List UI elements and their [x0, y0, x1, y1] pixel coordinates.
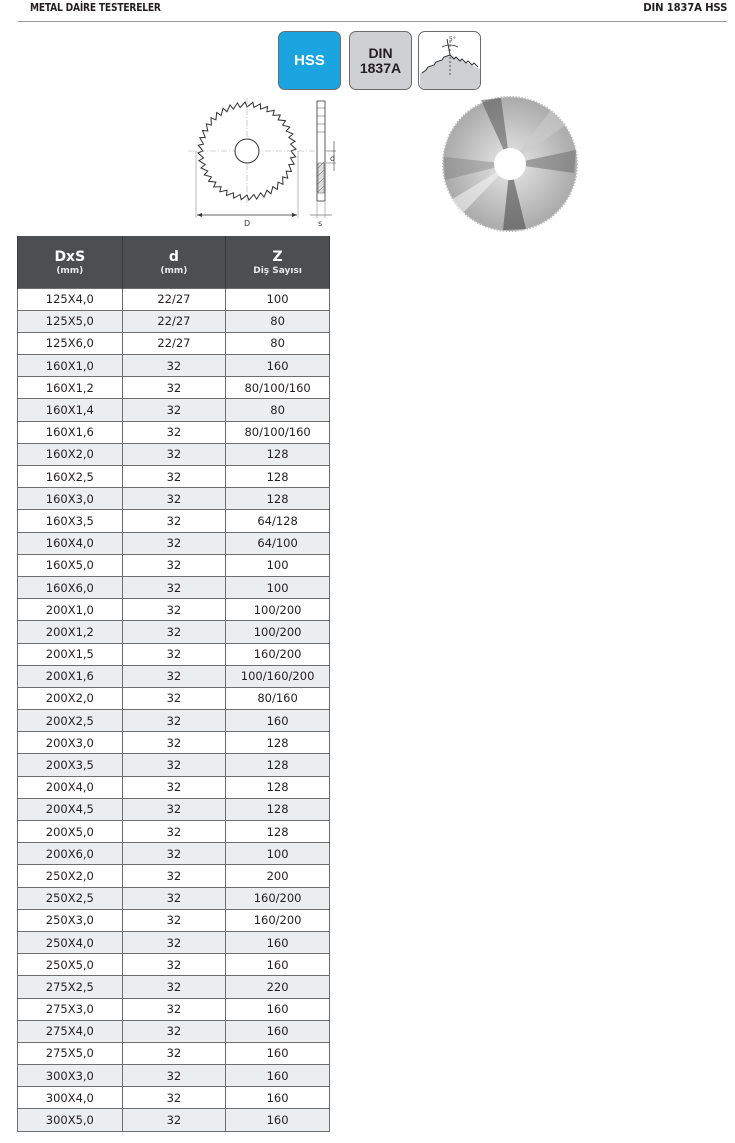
cell-dxs: 125X5,0: [18, 310, 123, 332]
cell-bore: 32: [122, 576, 226, 598]
cell-teeth: 160: [226, 1065, 330, 1087]
table-row: [18, 687, 330, 709]
thickness-label: s: [318, 219, 323, 228]
table-row: [18, 532, 330, 554]
cell-teeth: 64/128: [226, 510, 330, 532]
cell-dxs: 250X3,0: [18, 909, 123, 931]
cell-dxs: 300X4,0: [18, 1087, 123, 1109]
header-subtitle: (mm): [56, 265, 84, 276]
table-row: [18, 332, 330, 354]
cell-bore: 32: [122, 355, 226, 377]
cell-teeth: 80: [226, 332, 330, 354]
table-row: [18, 599, 330, 621]
cell-teeth: 160/200: [226, 909, 330, 931]
table-row: [18, 909, 330, 931]
cell-bore: 32: [122, 532, 226, 554]
table-row: [18, 576, 330, 598]
table-row: [18, 732, 330, 754]
cell-teeth: 160: [226, 931, 330, 953]
page-header: [18, 0, 727, 22]
cell-dxs: 300X5,0: [18, 1109, 123, 1131]
cell-bore: 32: [122, 621, 226, 643]
table-row: [18, 954, 330, 976]
cell-dxs: 250X4,0: [18, 931, 123, 953]
cell-bore: 32: [122, 776, 226, 798]
cell-dxs: 250X2,5: [18, 887, 123, 909]
table-row: [18, 443, 330, 465]
header-subtitle: Diş Sayısı: [253, 265, 302, 276]
table-row: [18, 621, 330, 643]
cell-teeth: 80/100/160: [226, 421, 330, 443]
cell-bore: 32: [122, 554, 226, 576]
table-row: [18, 754, 330, 776]
cell-dxs: 160X3,0: [18, 488, 123, 510]
cell-teeth: 80/160: [226, 687, 330, 709]
header-title: DxS: [54, 248, 86, 265]
cell-bore: 32: [122, 399, 226, 421]
table-row: [18, 843, 330, 865]
cell-dxs: 160X2,5: [18, 466, 123, 488]
cell-bore: 32: [122, 466, 226, 488]
cell-bore: 32: [122, 1087, 226, 1109]
cell-dxs: 200X1,2: [18, 621, 123, 643]
cell-teeth: 160: [226, 998, 330, 1020]
table-row: [18, 377, 330, 399]
cell-dxs: 200X1,5: [18, 643, 123, 665]
cell-teeth: 160: [226, 1109, 330, 1131]
cell-bore: 22/27: [122, 332, 226, 354]
cell-bore: 32: [122, 887, 226, 909]
table-row: [18, 510, 330, 532]
cell-dxs: 160X3,5: [18, 510, 123, 532]
cell-teeth: 128: [226, 466, 330, 488]
cell-teeth: 160/200: [226, 643, 330, 665]
hss-badge-label: HSS: [294, 52, 325, 69]
cell-dxs: 275X3,0: [18, 998, 123, 1020]
cell-teeth: 100: [226, 554, 330, 576]
cell-bore: 32: [122, 821, 226, 843]
cell-dxs: 125X6,0: [18, 332, 123, 354]
hss-badge: [278, 31, 341, 90]
saw-blade-image-icon: [441, 95, 579, 233]
cell-bore: 32: [122, 421, 226, 443]
cell-bore: 32: [122, 976, 226, 998]
cell-dxs: 125X4,0: [18, 288, 123, 310]
cell-teeth: 160: [226, 1042, 330, 1064]
cell-teeth: 80: [226, 310, 330, 332]
cell-teeth: 100: [226, 576, 330, 598]
table-row: [18, 821, 330, 843]
cell-teeth: 128: [226, 776, 330, 798]
table-row: [18, 421, 330, 443]
specifications-table: [17, 236, 330, 1132]
cell-bore: 32: [122, 1109, 226, 1131]
cell-teeth: 128: [226, 798, 330, 820]
table-row: [18, 887, 330, 909]
cell-teeth: 100: [226, 288, 330, 310]
cell-dxs: 160X1,6: [18, 421, 123, 443]
cell-dxs: 250X5,0: [18, 954, 123, 976]
table-row: [18, 399, 330, 421]
cell-bore: 32: [122, 488, 226, 510]
table-row: [18, 288, 330, 310]
cell-teeth: 160/200: [226, 887, 330, 909]
cell-dxs: 160X1,0: [18, 355, 123, 377]
cell-teeth: 100: [226, 843, 330, 865]
cell-dxs: 200X3,0: [18, 732, 123, 754]
cell-teeth: 64/100: [226, 532, 330, 554]
cell-bore: 32: [122, 1042, 226, 1064]
cell-bore: 32: [122, 732, 226, 754]
cell-bore: 32: [122, 710, 226, 732]
cell-bore: 32: [122, 843, 226, 865]
cell-teeth: 160: [226, 954, 330, 976]
table-row: [18, 488, 330, 510]
bore-label: d: [330, 154, 336, 163]
cell-dxs: 275X2,5: [18, 976, 123, 998]
cell-teeth: 160: [226, 1087, 330, 1109]
cell-dxs: 300X3,0: [18, 1065, 123, 1087]
cell-bore: 22/27: [122, 310, 226, 332]
cell-bore: 32: [122, 1020, 226, 1042]
cell-teeth: 160: [226, 355, 330, 377]
cell-dxs: 160X4,0: [18, 532, 123, 554]
cell-dxs: 200X1,0: [18, 599, 123, 621]
cell-bore: 32: [122, 665, 226, 687]
cell-bore: 32: [122, 510, 226, 532]
cell-bore: 32: [122, 1065, 226, 1087]
saw-blade-photo: [441, 95, 579, 233]
din-standard-badge: [349, 31, 412, 90]
cell-dxs: 200X3,5: [18, 754, 123, 776]
cell-bore: 32: [122, 643, 226, 665]
table-row: [18, 998, 330, 1020]
table-row: [18, 931, 330, 953]
cell-dxs: 160X1,4: [18, 399, 123, 421]
header-title: d: [168, 248, 179, 265]
cell-bore: 32: [122, 865, 226, 887]
diameter-label: D: [244, 219, 251, 228]
header-subtitle: (mm): [160, 265, 188, 276]
table-row: [18, 466, 330, 488]
cell-dxs: 250X2,0: [18, 865, 123, 887]
header-title: Z: [272, 248, 283, 265]
cell-dxs: 160X1,2: [18, 377, 123, 399]
cell-teeth: 80/100/160: [226, 377, 330, 399]
table-row: [18, 1087, 330, 1109]
cell-teeth: 128: [226, 488, 330, 510]
cell-dxs: 200X4,0: [18, 776, 123, 798]
cell-teeth: 100/200: [226, 599, 330, 621]
cell-dxs: 200X6,0: [18, 843, 123, 865]
cell-bore: 32: [122, 909, 226, 931]
cell-teeth: 160: [226, 1020, 330, 1042]
cell-bore: 32: [122, 377, 226, 399]
cell-dxs: 160X6,0: [18, 576, 123, 598]
section-title: METAL DAİRE TESTERELER: [30, 1, 161, 14]
table-row: [18, 1020, 330, 1042]
cell-teeth: 100/200: [226, 621, 330, 643]
cell-bore: 32: [122, 687, 226, 709]
table-row: [18, 1042, 330, 1064]
cell-dxs: 200X5,0: [18, 821, 123, 843]
tooth-angle-badge: [418, 31, 481, 90]
cell-bore: 32: [122, 599, 226, 621]
cell-bore: 32: [122, 998, 226, 1020]
table-row: [18, 776, 330, 798]
table-row: [18, 643, 330, 665]
tooth-angle-icon: [420, 33, 480, 89]
saw-blade-technical-drawing: [186, 96, 346, 228]
cell-dxs: 275X4,0: [18, 1020, 123, 1042]
saw-blade-diagram-icon: [186, 96, 346, 228]
cell-dxs: 200X1,6: [18, 665, 123, 687]
table-row: [18, 310, 330, 332]
cell-teeth: 220: [226, 976, 330, 998]
cell-bore: 32: [122, 754, 226, 776]
cell-dxs: 160X2,0: [18, 443, 123, 465]
cell-bore: 22/27: [122, 288, 226, 310]
din-badge-line1: DIN: [368, 44, 393, 61]
table-header-row: [18, 236, 330, 288]
angle-label: 5°: [448, 35, 456, 43]
table-row: [18, 865, 330, 887]
cell-dxs: 275X5,0: [18, 1042, 123, 1064]
cell-bore: 32: [122, 443, 226, 465]
table-row: [18, 710, 330, 732]
cell-dxs: 200X2,5: [18, 710, 123, 732]
cell-teeth: 100/160/200: [226, 665, 330, 687]
cell-teeth: 128: [226, 443, 330, 465]
cell-teeth: 128: [226, 732, 330, 754]
cell-bore: 32: [122, 931, 226, 953]
cell-teeth: 160: [226, 710, 330, 732]
column-header-d: [122, 236, 226, 288]
cell-teeth: 128: [226, 821, 330, 843]
cell-dxs: 200X4,5: [18, 798, 123, 820]
table-row: [18, 1065, 330, 1087]
cell-bore: 32: [122, 798, 226, 820]
standard-title: DIN 1837A HSS: [643, 1, 727, 14]
cell-teeth: 200: [226, 865, 330, 887]
table-row: [18, 554, 330, 576]
din-badge-line2: 1837A: [359, 59, 402, 76]
cell-dxs: 160X5,0: [18, 554, 123, 576]
table-row: [18, 798, 330, 820]
cell-teeth: 80: [226, 399, 330, 421]
table-row: [18, 976, 330, 998]
table-row: [18, 1109, 330, 1131]
column-header-dxs: [18, 236, 123, 288]
cell-teeth: 128: [226, 754, 330, 776]
column-header-z: [226, 236, 330, 288]
table-row: [18, 355, 330, 377]
table-row: [18, 665, 330, 687]
cell-bore: 32: [122, 954, 226, 976]
cell-dxs: 200X2,0: [18, 687, 123, 709]
